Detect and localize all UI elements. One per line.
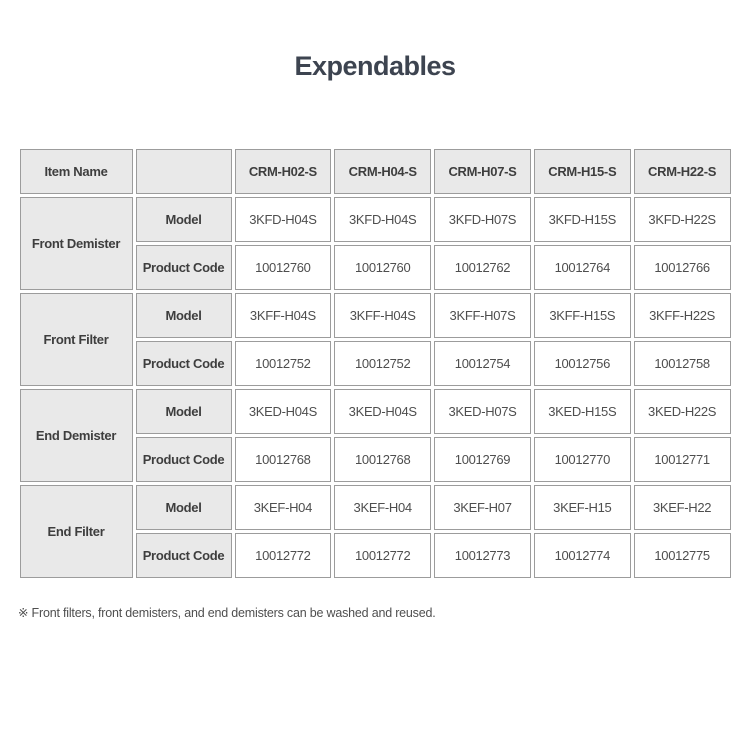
table-cell: 3KEF-H07 bbox=[434, 485, 531, 530]
table-cell: 10012770 bbox=[534, 437, 631, 482]
table-cell: 3KED-H04S bbox=[235, 389, 332, 434]
table-cell: 10012760 bbox=[334, 245, 431, 290]
footnote: ※ Front filters, front demisters, and end demisters can be washed and reused. bbox=[18, 606, 436, 621]
table-cell: 3KEF-H15 bbox=[534, 485, 631, 530]
table-cell: 3KEF-H04 bbox=[334, 485, 431, 530]
row-label-model: Model bbox=[136, 389, 232, 434]
item-name-end-filter: End Filter bbox=[20, 485, 133, 578]
table-row-front-filter-model bbox=[20, 293, 731, 338]
table-row-end-filter-model bbox=[20, 485, 731, 530]
header-col-crm-h07-s: CRM-H07-S bbox=[434, 149, 531, 194]
table-cell: 10012766 bbox=[634, 245, 731, 290]
table-cell: 10012772 bbox=[334, 533, 431, 578]
table-cell: 3KED-H04S bbox=[334, 389, 431, 434]
row-label-model: Model bbox=[136, 485, 232, 530]
header-item-name: Item Name bbox=[20, 149, 133, 194]
header-col-crm-h02-s: CRM-H02-S bbox=[235, 149, 332, 194]
item-name-front-filter: Front Filter bbox=[20, 293, 133, 386]
table-cell: 3KFD-H15S bbox=[534, 197, 631, 242]
table-cell: 3KFD-H22S bbox=[634, 197, 731, 242]
header-col-crm-h04-s: CRM-H04-S bbox=[334, 149, 431, 194]
table-cell: 10012764 bbox=[534, 245, 631, 290]
table-cell: 3KFD-H04S bbox=[334, 197, 431, 242]
table-cell: 3KED-H15S bbox=[534, 389, 631, 434]
table-row-end-demister-model bbox=[20, 389, 731, 434]
table-cell: 3KEF-H04 bbox=[235, 485, 332, 530]
expendables-table bbox=[17, 146, 734, 581]
table-cell: 10012772 bbox=[235, 533, 332, 578]
table-cell: 10012760 bbox=[235, 245, 332, 290]
table-cell: 3KFD-H04S bbox=[235, 197, 332, 242]
row-label-product-code: Product Code bbox=[136, 533, 232, 578]
table-cell: 10012758 bbox=[634, 341, 731, 386]
table-cell: 3KFF-H04S bbox=[334, 293, 431, 338]
table-cell: 10012771 bbox=[634, 437, 731, 482]
table-cell: 10012768 bbox=[235, 437, 332, 482]
header-col-crm-h22-s: CRM-H22-S bbox=[634, 149, 731, 194]
row-label-product-code: Product Code bbox=[136, 245, 232, 290]
table-cell: 3KFF-H15S bbox=[534, 293, 631, 338]
table-row-front-demister-model bbox=[20, 197, 731, 242]
table-cell: 3KFF-H22S bbox=[634, 293, 731, 338]
item-name-front-demister: Front Demister bbox=[20, 197, 133, 290]
table-cell: 10012754 bbox=[434, 341, 531, 386]
row-label-model: Model bbox=[136, 293, 232, 338]
table-cell: 3KED-H22S bbox=[634, 389, 731, 434]
table-cell: 10012756 bbox=[534, 341, 631, 386]
header-blank-cell bbox=[136, 149, 232, 194]
table-cell: 3KFD-H07S bbox=[434, 197, 531, 242]
table-cell: 10012752 bbox=[235, 341, 332, 386]
item-name-end-demister: End Demister bbox=[20, 389, 133, 482]
row-label-product-code: Product Code bbox=[136, 437, 232, 482]
table-cell: 10012768 bbox=[334, 437, 431, 482]
table-cell: 3KFF-H07S bbox=[434, 293, 531, 338]
row-label-model: Model bbox=[136, 197, 232, 242]
table-cell: 10012752 bbox=[334, 341, 431, 386]
table-cell: 3KFF-H04S bbox=[235, 293, 332, 338]
table-header-row bbox=[20, 149, 731, 194]
table-cell: 10012775 bbox=[634, 533, 731, 578]
table-cell: 10012769 bbox=[434, 437, 531, 482]
page-title: Expendables bbox=[294, 51, 456, 81]
table-cell: 10012773 bbox=[434, 533, 531, 578]
table-cell: 3KEF-H22 bbox=[634, 485, 731, 530]
row-label-product-code: Product Code bbox=[136, 341, 232, 386]
table-cell: 10012762 bbox=[434, 245, 531, 290]
table-cell: 3KED-H07S bbox=[434, 389, 531, 434]
header-col-crm-h15-s: CRM-H15-S bbox=[534, 149, 631, 194]
table-cell: 10012774 bbox=[534, 533, 631, 578]
